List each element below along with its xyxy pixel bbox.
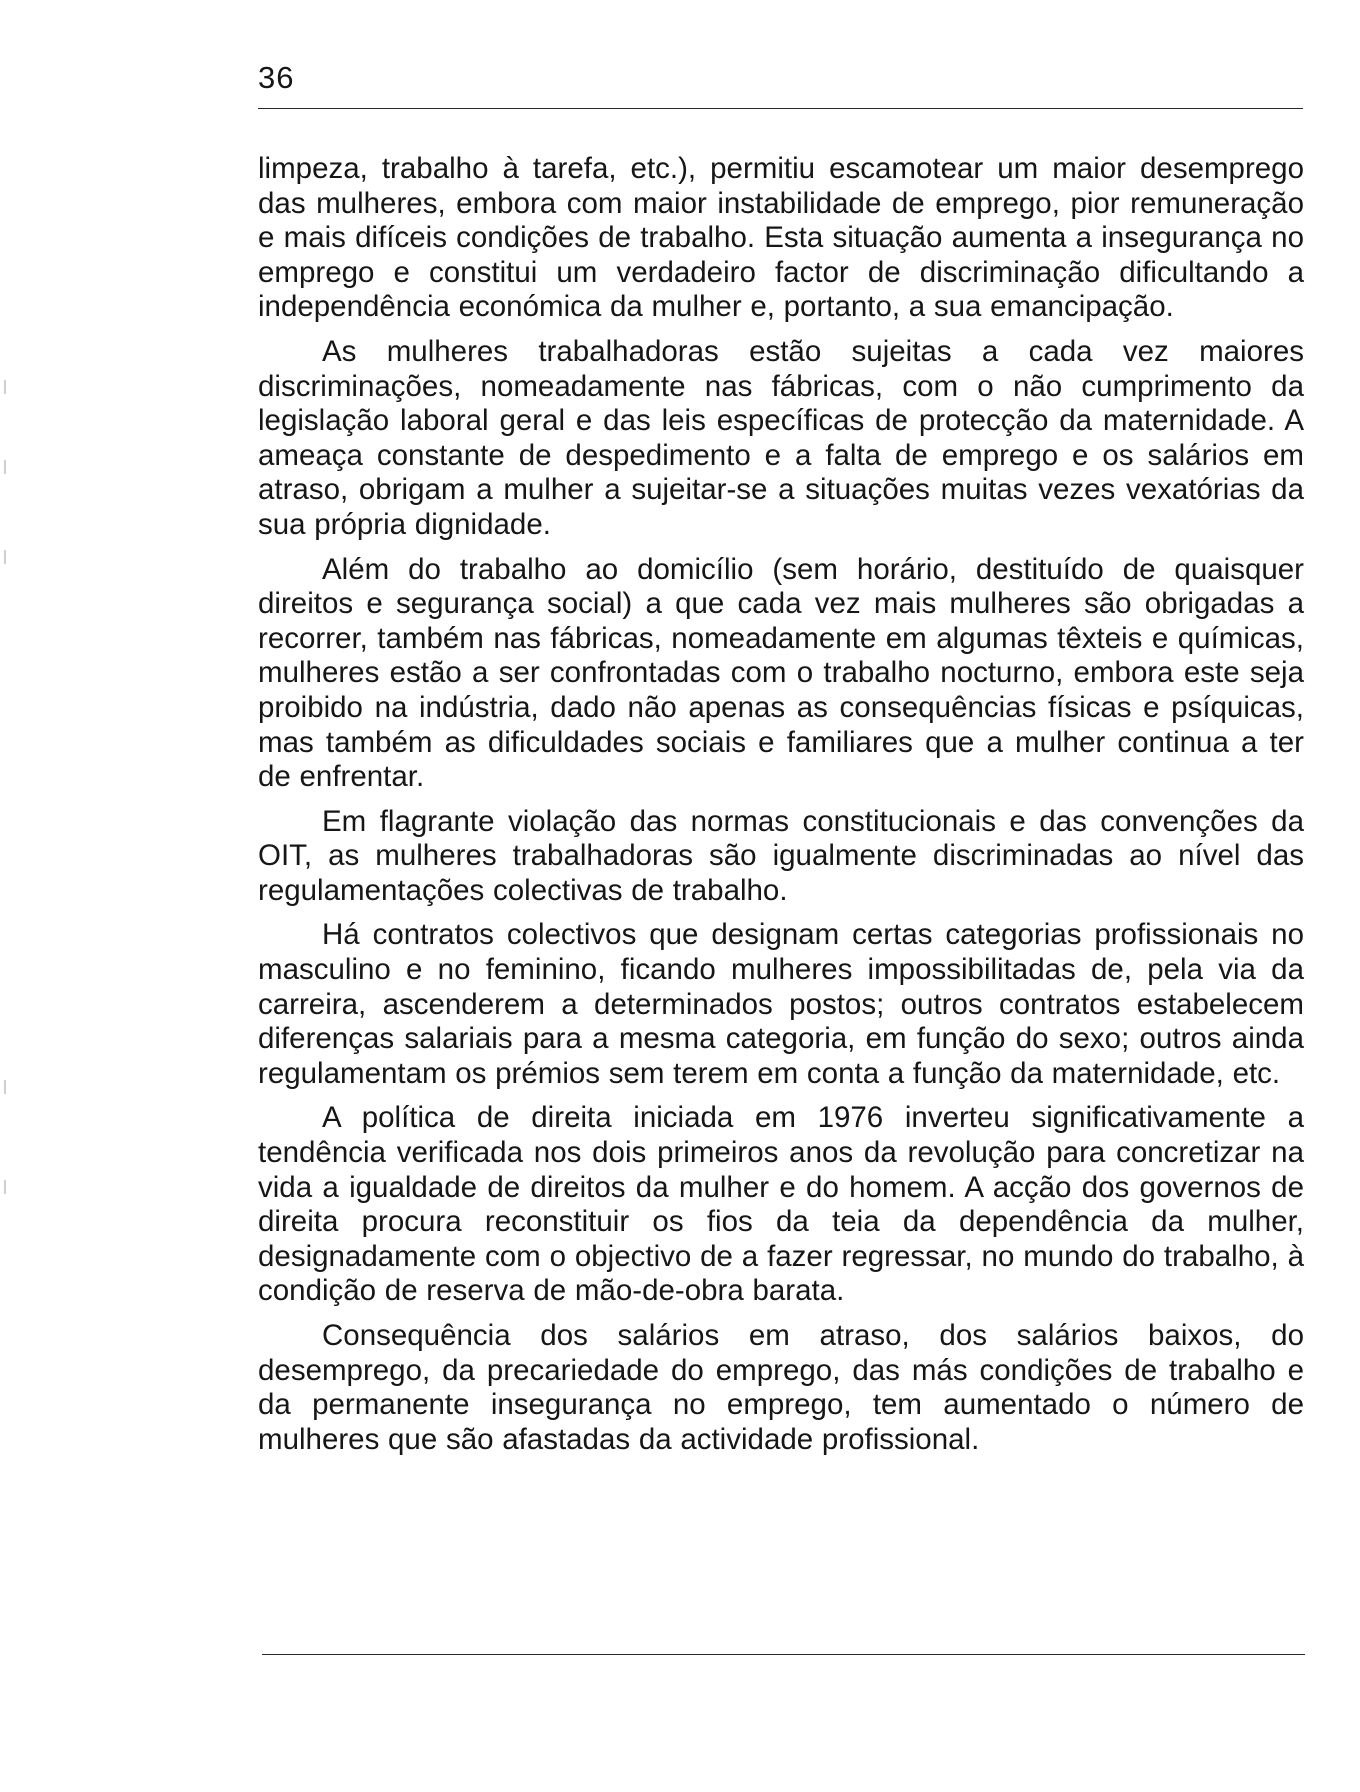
page-number: 36 — [258, 60, 295, 95]
scan-speck — [4, 380, 6, 394]
scan-speck — [4, 1180, 6, 1194]
scan-speck — [4, 550, 6, 564]
header-rule — [258, 108, 1303, 109]
paragraph: A política de direita iniciada em 1976 inverteu significativamente a tendência verificada nos dois primeiros anos da revolução para concretizar na vida a igualdade de direitos da mulher e do homem. A acção dos governos de direita procura reconstituir os fios da teia da dependência da mulher, designadamente com o objectivo de a fazer regressar, no mundo do trabalho, à condição de reserva de mão-de-obra barata. — [258, 1101, 1304, 1308]
paragraph-continuation: limpeza, trabalho à tarefa, etc.), permitiu escamotear um maior desemprego das mulheres, embora com maior instabilidade de emprego, pior remuneração e mais difíceis condições de trabalho. Esta situação aumenta a insegurança no emprego e constitui um verdadeiro factor de discriminação dificultando a independência económica da mulher e, portanto, a sua emancipação. — [258, 152, 1304, 324]
body-text — [258, 152, 1304, 1467]
paragraph: Consequência dos salários em atraso, dos salários baixos, do desemprego, da precariedade do emprego, das más condições de trabalho e da permanente insegurança no emprego, tem aumentado o número de mulheres que são afastadas da actividade profissional. — [258, 1319, 1304, 1456]
scan-speck — [4, 460, 6, 474]
footer-rule — [262, 1654, 1305, 1655]
paragraph: Em flagrante violação das normas constitucionais e das convenções da OIT, as mulheres trabalhadoras são igualmente discriminadas ao nível das regulamentações colectivas de trabalho. — [258, 804, 1304, 907]
paragraph: Além do trabalho ao domicílio (sem horário, destituído de quaisquer direitos e segurança social) a que cada vez mais mulheres são obrigadas a recorrer, também nas fábricas, nomeadamente em algumas têxteis e químicas, mulheres estão a ser confrontadas com o trabalho nocturno, embora este seja proibido na indústria, dado não apenas as consequências físicas e psíquicas, mas também as dificuldades sociais e familiares que a mulher continua a ter de enfrentar. — [258, 552, 1304, 794]
paragraph: Há contratos colectivos que designam certas categorias profissionais no masculino e no feminino, ficando mulheres impossibilitadas de, pela via da carreira, ascenderem a determinados postos; outros contratos estabelecem diferenças salariais para a mesma categoria, em função do sexo; outros ainda regulamentam os prémios sem terem em conta a função da maternidade, etc. — [258, 918, 1304, 1090]
scan-speck — [4, 1080, 6, 1094]
scan-margin-specks — [4, 380, 7, 1200]
paragraph: As mulheres trabalhadoras estão sujeitas a cada vez maiores discriminações, nomeadamente nas fábricas, com o não cumprimento da legislação laboral geral e das leis específicas de protecção da maternidade. A ameaça constante de despedimento e a falta de emprego e os salários em atraso, obrigam a mulher a sujeitar-se a situações muitas vezes vexatórias da sua própria dignidade. — [258, 334, 1304, 541]
